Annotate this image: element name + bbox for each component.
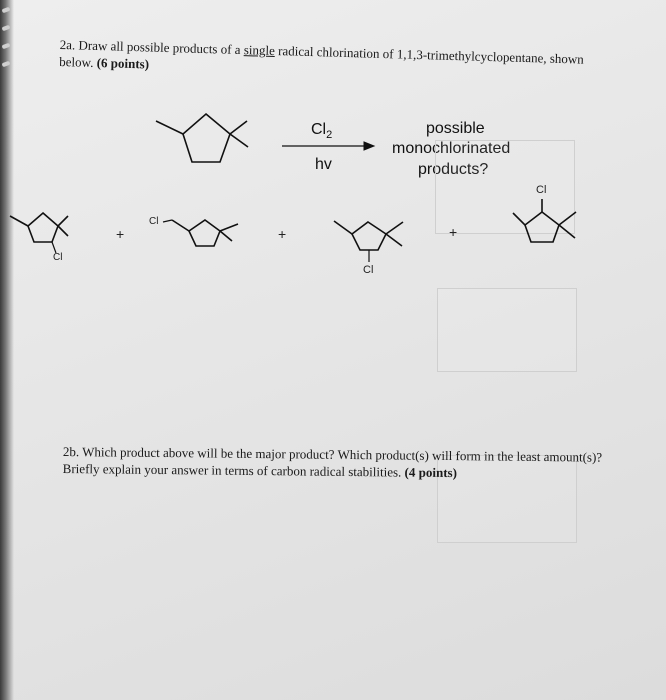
plus-sign: + — [449, 224, 458, 240]
products-label-line-3: products? — [418, 161, 489, 178]
product-4-structure — [513, 199, 576, 242]
plus-sign: + — [116, 226, 125, 242]
product-4-cl-label: Cl — [536, 184, 547, 196]
product-3-structure — [334, 221, 403, 262]
question-2a-underlined: single — [243, 42, 276, 59]
question-2b — [63, 443, 623, 483]
question-2a-text-2: radical chlorination of 1,1,3-trimethylcyclopentane, shown below. — [59, 43, 585, 70]
product-3-cl-label: Cl — [363, 264, 374, 276]
product-1-cl-label: Cl — [53, 252, 63, 263]
question-2b-text: Which product above will be the major product? Which product(s) will form in the least amount(s)? Briefly explain your answer in terms of carbon radical stabilities. — [62, 444, 603, 480]
reagent-label: $Cl_2$ — [311, 121, 333, 142]
question-2a-number: 2a. — [59, 36, 76, 53]
condition-label: hv — [315, 156, 332, 173]
product-2-cl-label: Cl — [149, 216, 159, 227]
products-label-line-1: possible — [426, 120, 485, 137]
question-2b-number: 2b. — [62, 443, 80, 460]
product-2-structure — [163, 220, 238, 246]
product-1-structure — [10, 213, 68, 253]
question-2a-points: (6 points) — [96, 55, 150, 72]
products-label-line-2: monochlorinated — [392, 140, 511, 157]
question-2a-text-1: Draw all possible products of a — [78, 37, 241, 58]
question-2b-points: (4 points) — [404, 464, 458, 481]
plus-sign: + — [278, 226, 287, 242]
